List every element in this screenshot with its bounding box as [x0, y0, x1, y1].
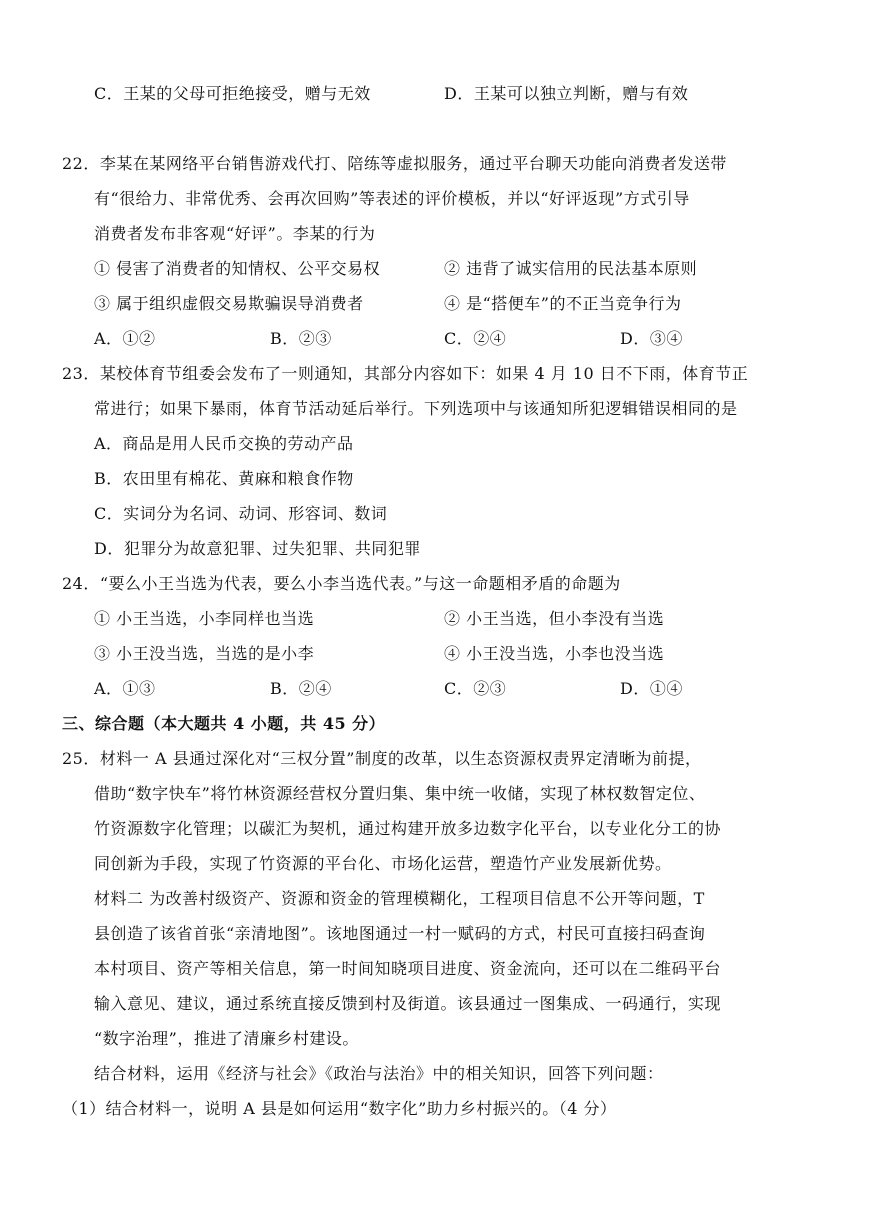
q24-option-a: A．①③ [94, 679, 156, 698]
q25-material1-line-1: 25．材料一 A 县通过深化对“三权分置”制度的改革，以生态资源权责界定清晰为前提， [62, 749, 702, 768]
q25-material2-line-5: “数字治理”，推进了清廉乡村建设。 [94, 1029, 359, 1048]
q22-option-c: C．②④ [444, 329, 507, 348]
q22-item-1: ① 侵害了消费者的知情权、公平交易权 [94, 259, 381, 278]
q22-option-a: A．①② [94, 329, 156, 348]
q23-option-a: A．商品是用人民币交换的劳动产品 [94, 434, 354, 453]
q25-material2-line-3: 本村项目、资产等相关信息，第一时间知晓项目进度、资金流向，还可以在二维码平台 [94, 959, 722, 978]
q24-item-3: ③ 小王没当选，当选的是小李 [94, 644, 315, 663]
q25-material2-line-2: 县创造了该省首张“亲清地图”。该地图通过一村一赋码的方式，村民可直接扫码查询 [94, 924, 706, 943]
q23-option-d: D．犯罪分为故意犯罪、过失犯罪、共同犯罪 [94, 539, 421, 558]
q25-instruction: 结合材料，运用《经济与社会》《政治与法治》中的相关知识，回答下列问题： [94, 1064, 664, 1083]
q22-item-4: ④ 是“搭便车”的不正当竞争行为 [444, 294, 682, 313]
q21-option-d: D．王某可以独立判断，赠与有效 [444, 84, 689, 103]
q25-subquestion-1: （1）结合材料一，说明 A 县是如何运用“数字化”助力乡村振兴的。（4 分） [62, 1099, 617, 1118]
q25-material1-line-2: 借助“数字快车”将竹林资源经营权分置归集、集中统一收储，实现了林权数智定位、 [94, 784, 706, 803]
q24-item-4: ④ 小王没当选，小李也没当选 [444, 644, 665, 663]
q24-item-2: ② 小王当选，但小李没有当选 [444, 609, 665, 628]
q23-option-c: C．实词分为名词、动词、形容词、数词 [94, 504, 388, 523]
section-heading: 三、综合题（本大题共 4 小题，共 45 分） [62, 714, 386, 733]
q22-stem-line-2: 有“很给力、非常优秀、会再次回购”等表述的评价模板，并以“好评返现”方式引导 [94, 189, 690, 208]
q23-option-b: B．农田里有棉花、黄麻和粮食作物 [94, 469, 354, 488]
q22-stem-line-1: 22．李某在某网络平台销售游戏代打、陪练等虚拟服务，通过平台聊天功能向消费者发送带 [62, 154, 727, 173]
q22-option-d: D．③④ [620, 329, 683, 348]
q25-material1-line-4: 同创新为手段，实现了竹资源的平台化、市场化运营，塑造竹产业发展新优势。 [94, 854, 672, 873]
q22-option-b: B．②③ [270, 329, 332, 348]
q24-option-c: C．②③ [444, 679, 507, 698]
q23-stem-line-2: 常进行；如果下暴雨，体育节活动延后举行。下列选项中与该通知所犯逻辑错误相同的是 [94, 399, 738, 418]
q25-material2-line-4: 输入意见、建议，通过系统直接反馈到村及街道。该县通过一图集成、一码通行，实现 [94, 994, 722, 1013]
q24-stem: 24．“要么小王当选为代表，要么小李当选代表。”与这一命题相矛盾的命题为 [62, 574, 621, 593]
q25-material2-line-1: 材料二 为改善村级资产、资源和资金的管理模糊化，工程项目信息不公开等问题，T [94, 889, 705, 908]
q22-item-2: ② 违背了诚实信用的民法基本原则 [444, 259, 698, 278]
q24-option-d: D．①④ [620, 679, 683, 698]
q22-stem-line-3: 消费者发布非客观“好评”。李某的行为 [94, 224, 376, 243]
q24-item-1: ① 小王当选，小李同样也当选 [94, 609, 315, 628]
q21-option-c: C．王某的父母可拒绝接受，赠与无效 [94, 84, 371, 103]
q22-item-3: ③ 属于组织虚假交易欺骗误导消费者 [94, 294, 364, 313]
q23-stem-line-1: 23．某校体育节组委会发布了一则通知，其部分内容如下：如果 4 月 10 日不下雨，体育节正 [62, 364, 749, 383]
q24-option-b: B．②④ [270, 679, 332, 698]
q25-material1-line-3: 竹资源数字化管理；以碳汇为契机，通过构建开放多边数字化平台，以专业化分工的协 [94, 819, 722, 838]
